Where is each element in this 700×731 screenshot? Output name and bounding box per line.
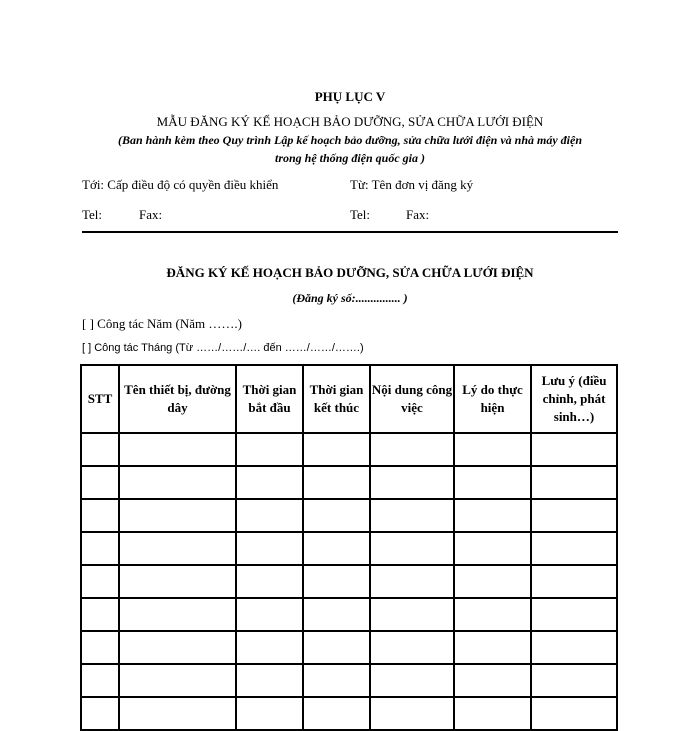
col-header-reason: Lý do thực hiện — [454, 365, 531, 433]
table-cell — [303, 532, 370, 565]
table-row — [81, 433, 617, 466]
registration-title: ĐĂNG KÝ KẾ HOẠCH BẢO DƯỠNG, SỬA CHỮA LƯỚI ĐIỆN — [166, 265, 534, 280]
table-cell — [454, 532, 531, 565]
table-cell — [236, 631, 303, 664]
table-cell — [119, 499, 236, 532]
table-cell — [81, 433, 119, 466]
option-yearly-work: [ ] Công tác Năm (Năm …….) — [82, 316, 242, 331]
table-cell — [531, 631, 617, 664]
table-cell — [303, 466, 370, 499]
table-cell — [119, 664, 236, 697]
table-cell — [454, 499, 531, 532]
table-cell — [370, 664, 454, 697]
table-cell — [236, 565, 303, 598]
issued-note-line1: (Ban hành kèm theo Quy trình Lập kế hoạch bảo dưỡng, sửa chữa lưới điện và nhà máy điện — [117, 133, 583, 147]
col-header-work-content: Nội dung công việc — [370, 365, 454, 433]
registration-table — [80, 364, 618, 731]
form-title: MẪU ĐĂNG KÝ KẾ HOẠCH BẢO DƯỠNG, SỬA CHỮA LƯỚI ĐIỆN — [156, 114, 544, 129]
table-row — [81, 532, 617, 565]
table-cell — [303, 664, 370, 697]
table-cell — [370, 565, 454, 598]
table-cell — [236, 532, 303, 565]
table-cell — [531, 565, 617, 598]
table-cell — [303, 598, 370, 631]
table-cell — [236, 433, 303, 466]
appendix-label: PHỤ LỤC V — [314, 89, 386, 104]
table-row — [81, 466, 617, 499]
table-cell — [531, 598, 617, 631]
table-cell — [454, 697, 531, 730]
table-cell — [119, 466, 236, 499]
table-cell — [370, 532, 454, 565]
table-cell — [236, 697, 303, 730]
table-row — [81, 631, 617, 664]
option-monthly-work: [ ] Công tác Tháng (Từ ……/……/…. đến ……/……/…….) — [82, 342, 364, 354]
table-cell — [531, 697, 617, 730]
table-cell — [236, 664, 303, 697]
table-cell — [531, 664, 617, 697]
table-cell — [370, 598, 454, 631]
table-body — [81, 433, 617, 730]
table-row — [81, 565, 617, 598]
col-header-start-time: Thời gian bắt đầu — [236, 365, 303, 433]
table-cell — [236, 499, 303, 532]
table-cell — [370, 697, 454, 730]
sender-tel-label: Tel: — [350, 207, 371, 222]
table-cell — [531, 433, 617, 466]
sender-fax-label: Fax: — [406, 207, 430, 222]
table-cell — [119, 532, 236, 565]
table-cell — [454, 565, 531, 598]
table-cell — [119, 631, 236, 664]
table-cell — [454, 631, 531, 664]
registration-number: (Đăng ký số:............... ) — [292, 291, 408, 305]
table-cell — [303, 565, 370, 598]
col-header-equipment: Tên thiết bị, đường dây — [119, 365, 236, 433]
sender-line: Từ: Tên đơn vị đăng ký — [350, 177, 474, 192]
col-header-end-time: Thời gian kết thúc — [303, 365, 370, 433]
table-header-row — [81, 365, 617, 433]
table-cell — [81, 664, 119, 697]
table-cell — [236, 466, 303, 499]
table-row — [81, 598, 617, 631]
table-cell — [454, 664, 531, 697]
recipient-tel-label: Tel: — [82, 207, 103, 222]
table-cell — [81, 697, 119, 730]
table-row — [81, 499, 617, 532]
table-cell — [303, 433, 370, 466]
table-cell — [531, 466, 617, 499]
table-cell — [119, 598, 236, 631]
table-cell — [531, 532, 617, 565]
table-cell — [370, 433, 454, 466]
recipient-line: Tới: Cấp điều độ có quyền điều khiển — [82, 177, 279, 192]
recipient-fax-label: Fax: — [139, 207, 163, 222]
issued-note-line2: trong hệ thống điện quốc gia ) — [274, 151, 426, 165]
col-header-index: STT — [81, 365, 119, 433]
table-cell — [81, 532, 119, 565]
table-cell — [119, 565, 236, 598]
table-cell — [81, 598, 119, 631]
table-cell — [81, 466, 119, 499]
table-cell — [454, 598, 531, 631]
table-cell — [454, 433, 531, 466]
table-cell — [81, 565, 119, 598]
table-row — [81, 697, 617, 730]
table-cell — [370, 499, 454, 532]
table-cell — [370, 631, 454, 664]
table-cell — [81, 499, 119, 532]
table-cell — [119, 433, 236, 466]
table-cell — [303, 499, 370, 532]
table-cell — [531, 499, 617, 532]
table-cell — [119, 697, 236, 730]
header-divider — [82, 231, 618, 233]
table-cell — [81, 631, 119, 664]
table-cell — [303, 631, 370, 664]
col-header-notes: Lưu ý (điều chỉnh, phát sinh…) — [531, 365, 617, 433]
table-cell — [236, 598, 303, 631]
table-cell — [454, 466, 531, 499]
table-row — [81, 664, 617, 697]
table-cell — [303, 697, 370, 730]
table-cell — [370, 466, 454, 499]
